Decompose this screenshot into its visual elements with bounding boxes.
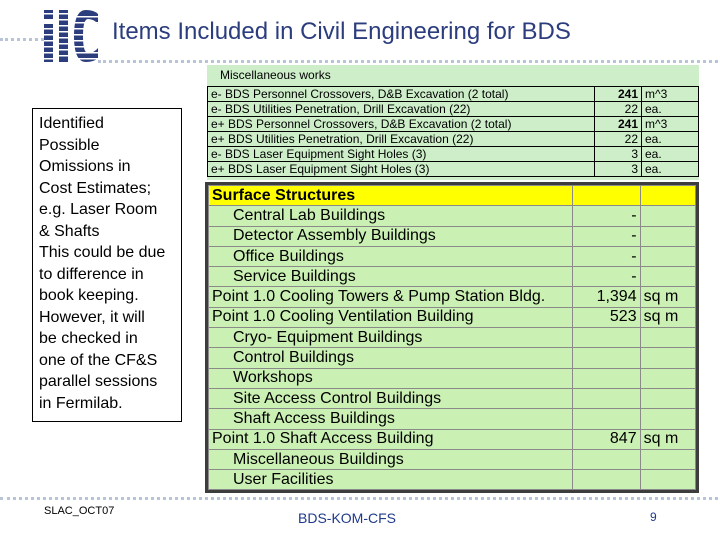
surface-unit xyxy=(640,368,695,388)
surface-unit: sq m xyxy=(640,429,695,449)
surface-item: Point 1.0 Cooling Ventilation Building xyxy=(209,307,573,327)
note-line: e.g. Laser Room xyxy=(39,201,158,218)
bottom-dotted-rule xyxy=(0,497,718,500)
surface-value: - xyxy=(573,206,640,226)
misc-unit: ea. xyxy=(642,147,699,162)
misc-table-header: Miscellaneous works xyxy=(220,68,331,82)
misc-qty: 241 xyxy=(595,87,642,102)
table-row xyxy=(208,117,699,132)
surface-item: Office Buildings xyxy=(209,246,573,266)
table-row xyxy=(209,246,696,266)
table-row xyxy=(209,409,696,429)
table-row xyxy=(209,307,696,327)
misc-works-table xyxy=(207,65,699,180)
surface-item: Service Buildings xyxy=(209,267,573,287)
surface-value: 1,394 xyxy=(573,287,640,307)
surface-value xyxy=(573,449,640,469)
misc-item: e- BDS Laser Equipment Sight Holes (3) xyxy=(208,147,595,162)
page-title: Items Included in Civil Engineering for BDS xyxy=(112,18,571,45)
surface-unit xyxy=(640,470,695,490)
surface-unit xyxy=(640,328,695,348)
note-line: book keeping. xyxy=(39,287,139,304)
misc-qty: 3 xyxy=(595,162,642,177)
note-line: Identified xyxy=(39,115,104,132)
note-line: Omissions in xyxy=(39,158,131,175)
page-number: 9 xyxy=(650,510,657,524)
surface-item: Workshops xyxy=(209,368,573,388)
surface-item: User Facilities xyxy=(209,470,573,490)
top-dotted-rule xyxy=(98,60,718,63)
note-line: Possible xyxy=(39,136,100,154)
table-row xyxy=(209,470,696,490)
surface-item: Site Access Control Buildings xyxy=(209,388,573,408)
surface-item: Central Lab Buildings xyxy=(209,206,573,226)
misc-item: e- BDS Utilities Penetration, Drill Excavation (22) xyxy=(208,102,595,117)
misc-unit: m^3 xyxy=(642,87,699,102)
surface-header: Surface Structures xyxy=(209,186,573,206)
table-row xyxy=(209,449,696,469)
note-line: & Shafts xyxy=(39,222,100,240)
misc-unit: ea. xyxy=(642,102,699,117)
misc-item: e+ BDS Utilities Penetration, Drill Excavation (22) xyxy=(208,132,595,147)
surface-structures-table xyxy=(205,182,699,493)
note-line: Cost Estimates; xyxy=(39,179,152,197)
surface-item: Cryo- Equipment Buildings xyxy=(209,328,573,348)
table-row xyxy=(209,226,696,246)
surface-unit: sq m xyxy=(640,307,695,327)
misc-qty: 3 xyxy=(595,147,642,162)
note-line: one of the CF&S xyxy=(39,351,158,369)
surface-item: Detector Assembly Buildings xyxy=(209,226,573,246)
surface-unit: sq m xyxy=(640,287,695,307)
surface-unit xyxy=(640,246,695,266)
surface-value xyxy=(573,368,640,388)
surface-value: - xyxy=(573,246,640,266)
note-line: This could be due xyxy=(39,244,166,261)
surface-unit xyxy=(640,348,695,368)
table-row xyxy=(209,429,696,449)
footer-event-label: SLAC_OCT07 xyxy=(44,505,115,517)
misc-item: e- BDS Personnel Crossovers, D&B Excavation (2 total) xyxy=(208,87,595,102)
note-line: to difference in xyxy=(39,265,144,283)
omissions-note xyxy=(32,108,182,422)
note-line: However, it will xyxy=(39,308,145,326)
surface-value: - xyxy=(573,267,640,287)
surface-unit xyxy=(640,267,695,287)
table-row xyxy=(209,206,696,226)
surface-unit xyxy=(640,409,695,429)
surface-unit xyxy=(640,388,695,408)
misc-unit: ea. xyxy=(642,132,699,147)
surface-header-unit xyxy=(640,186,695,206)
misc-unit: m^3 xyxy=(642,117,699,132)
surface-item: Point 1.0 Cooling Towers & Pump Station Bldg. xyxy=(209,287,573,307)
table-row xyxy=(209,388,696,408)
surface-value xyxy=(573,409,640,429)
surface-item: Point 1.0 Shaft Access Building xyxy=(209,429,573,449)
surface-value xyxy=(573,470,640,490)
table-row xyxy=(209,287,696,307)
surface-value: 523 xyxy=(573,307,640,327)
note-line: be checked in xyxy=(39,330,138,347)
note-line: in Fermilab. xyxy=(39,394,123,412)
table-row xyxy=(209,267,696,287)
misc-qty: 22 xyxy=(595,132,642,147)
table-row xyxy=(208,87,699,102)
footer-doc-label: BDS-KOM-CFS xyxy=(298,510,396,526)
table-header-row xyxy=(209,186,696,206)
note-line: parallel sessions xyxy=(39,373,158,390)
top-dotted-rule-left xyxy=(0,38,44,41)
table-row xyxy=(208,147,699,162)
surface-item: Shaft Access Buildings xyxy=(209,409,573,429)
surface-value: - xyxy=(573,226,640,246)
misc-item: e+ BDS Personnel Crossovers, D&B Excavation (2 total) xyxy=(208,117,595,132)
table-row xyxy=(208,162,699,177)
surface-unit xyxy=(640,449,695,469)
surface-value xyxy=(573,328,640,348)
table-row xyxy=(209,348,696,368)
surface-unit xyxy=(640,226,695,246)
surface-value: 847 xyxy=(573,429,640,449)
table-row xyxy=(209,368,696,388)
table-row xyxy=(209,328,696,348)
surface-value xyxy=(573,388,640,408)
misc-item: e+ BDS Laser Equipment Sight Holes (3) xyxy=(208,162,595,177)
ilc-logo xyxy=(42,8,100,64)
surface-header-value xyxy=(573,186,640,206)
misc-qty: 241 xyxy=(595,117,642,132)
misc-unit: ea. xyxy=(642,162,699,177)
misc-qty: 22 xyxy=(595,102,642,117)
surface-unit xyxy=(640,206,695,226)
table-row xyxy=(208,132,699,147)
surface-item: Control Buildings xyxy=(209,348,573,368)
table-row xyxy=(208,102,699,117)
surface-item: Miscellaneous Buildings xyxy=(209,449,573,469)
surface-value xyxy=(573,348,640,368)
